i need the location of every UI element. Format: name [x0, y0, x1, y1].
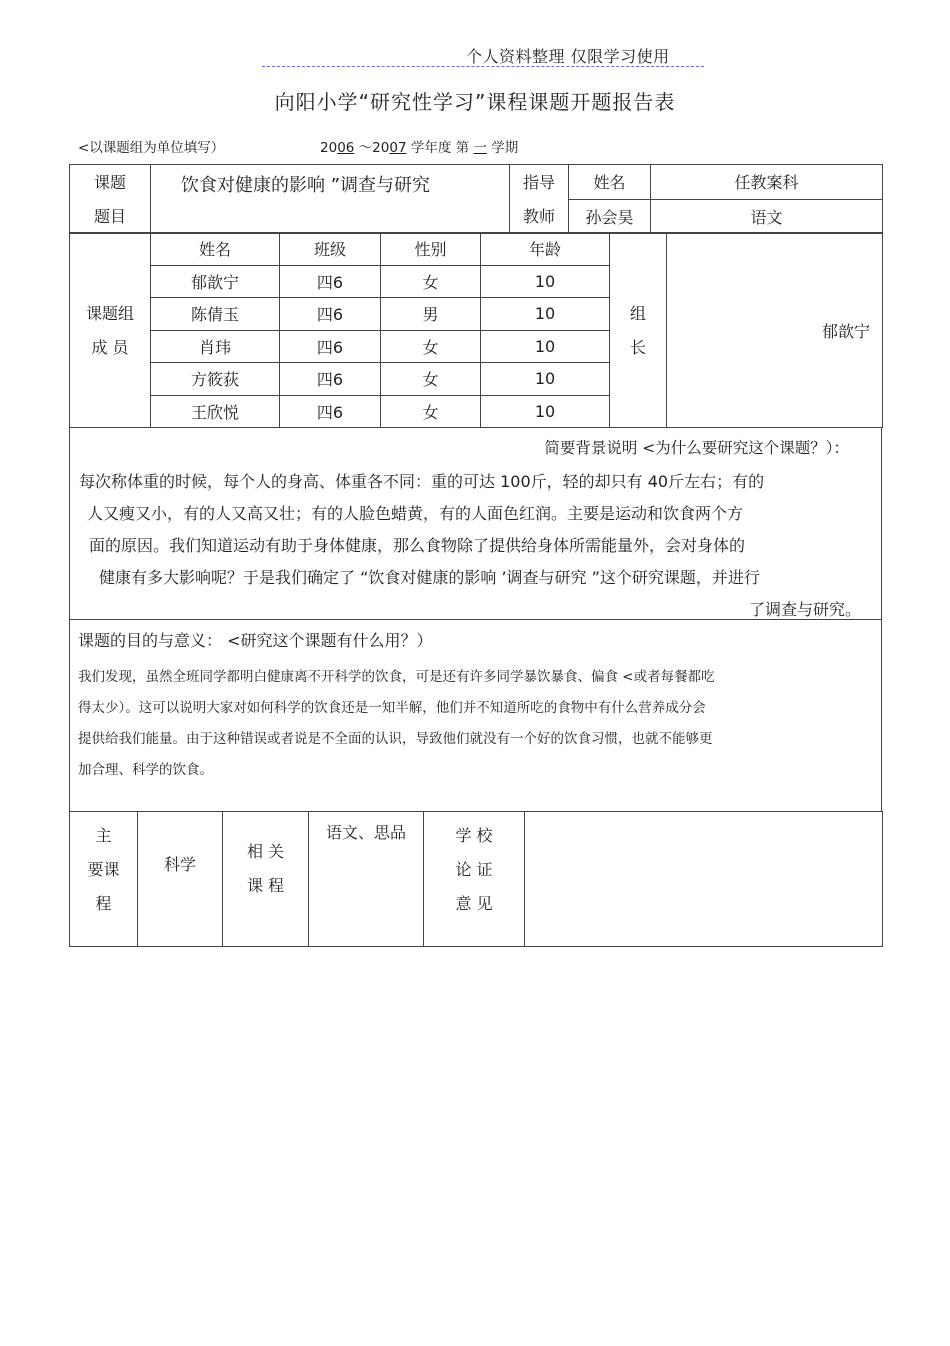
members-header-age: 年龄 — [481, 233, 610, 266]
member-name: 陈倩玉 — [151, 298, 280, 331]
related-course-value: 语文、思品 — [309, 812, 424, 947]
topic-label: 课题 题目 — [70, 165, 151, 234]
advisor-name: 孙会昊 — [569, 199, 651, 234]
header-divider — [262, 66, 704, 67]
member-age: 10 — [481, 395, 610, 428]
background-line: 了调查与研究。 — [748, 600, 861, 619]
member-class: 四6 — [280, 265, 381, 298]
leader-label: 组 长 — [610, 233, 667, 428]
members-label: 课题组 成 员 — [70, 233, 151, 428]
purpose-heading: 课题的目的与意义： <研究这个课题有什么用？） — [78, 631, 433, 650]
term-suffix: 学期 — [486, 140, 519, 156]
year-suffix: 学年度 第 — [406, 140, 474, 156]
background-section — [69, 428, 882, 620]
background-line: 面的原因。我们知道运动有助于身体健康，那么食物除了提供给身体所需能量外，会对身体的 — [89, 536, 746, 555]
purpose-section — [69, 620, 882, 811]
member-age: 10 — [481, 330, 610, 363]
related-course-label: 相 关 课 程 — [223, 812, 309, 947]
header-note: 个人资料整理 仅限学习使用 — [466, 47, 670, 66]
member-age: 10 — [481, 298, 610, 331]
background-line: 每次称体重的时候，每个人的身高、体重各不同：重的可达 100斤，轻的却只有 40斤左右；有的 — [79, 472, 765, 491]
year-end: 07 — [389, 140, 407, 156]
member-name: 方筱荻 — [151, 363, 280, 396]
member-name: 王欣悦 — [151, 395, 280, 428]
advisor-label: 指导 教师 — [510, 165, 569, 234]
member-gender: 女 — [381, 363, 481, 396]
topic-title: 饮食对健康的影响 ”调查与研究 — [151, 165, 510, 234]
year-prefix: 20 — [320, 140, 338, 156]
background-line: 人又瘦又小，有的人又高又壮；有的人脸色蜡黄，有的人面色红润。主要是运动和饮食两个方 — [87, 504, 744, 523]
member-class: 四6 — [280, 363, 381, 396]
purpose-line: 得太少）。这可以说明大家对如何科学的饮食还是一知半解，他们并不知道所吃的食物中有什么营养成分会 — [78, 700, 706, 716]
members-header-name: 姓名 — [151, 233, 280, 266]
purpose-line: 我们发现，虽然全班同学都明白健康离不开科学的饮食，可是还有许多同学暴饮暴食、偏食 <或者每餐都吃 — [78, 669, 715, 685]
member-class: 四6 — [280, 298, 381, 331]
purpose-line: 加合理、科学的饮食。 — [78, 762, 213, 778]
member-gender: 女 — [381, 395, 481, 428]
advisor-subject-header: 任教案科 — [651, 165, 883, 200]
member-class: 四6 — [280, 330, 381, 363]
members-header-gender: 性别 — [381, 233, 481, 266]
year-start: 06 — [337, 140, 355, 156]
purpose-line: 提供给我们能量。由于这种错误或者说是不全面的认识，导致他们就没有一个好的饮食习惯，也就不能够更 — [78, 731, 713, 747]
school-opinion-value — [525, 812, 883, 947]
member-name: 肖玮 — [151, 330, 280, 363]
main-course-value: 科学 — [138, 812, 223, 947]
members-table — [69, 232, 883, 428]
member-age: 10 — [481, 265, 610, 298]
courses-table — [69, 811, 883, 947]
year-separator: ～20 — [354, 140, 390, 156]
leader-name: 郁歆宁 — [667, 233, 883, 428]
advisor-subject: 语文 — [651, 199, 883, 234]
member-class: 四6 — [280, 395, 381, 428]
member-gender: 女 — [381, 265, 481, 298]
main-course-label: 主 要课 程 — [70, 812, 138, 947]
advisor-name-header: 姓名 — [569, 165, 651, 200]
members-header-class: 班级 — [280, 233, 381, 266]
background-line: 健康有多大影响呢？于是我们确定了 “饮食对健康的影响 ’调查与研究 ”这个研究课题，并进行 — [99, 568, 760, 587]
member-gender: 男 — [381, 298, 481, 331]
member-age: 10 — [481, 363, 610, 396]
background-text — [79, 466, 869, 626]
topic-table — [69, 164, 883, 234]
term: 一 — [473, 140, 487, 156]
school-opinion-label: 学 校 论 证 意 见 — [424, 812, 525, 947]
member-gender: 女 — [381, 330, 481, 363]
document-title: 向阳小学“研究性学习”课程课题开题报告表 — [274, 90, 676, 114]
background-heading: 简要背景说明 <为什么要研究这个课题？）： — [544, 439, 849, 457]
fill-note: <以课题组为单位填写） — [78, 140, 225, 156]
member-name: 郁歆宁 — [151, 265, 280, 298]
purpose-text — [78, 662, 858, 786]
school-year — [320, 136, 518, 156]
